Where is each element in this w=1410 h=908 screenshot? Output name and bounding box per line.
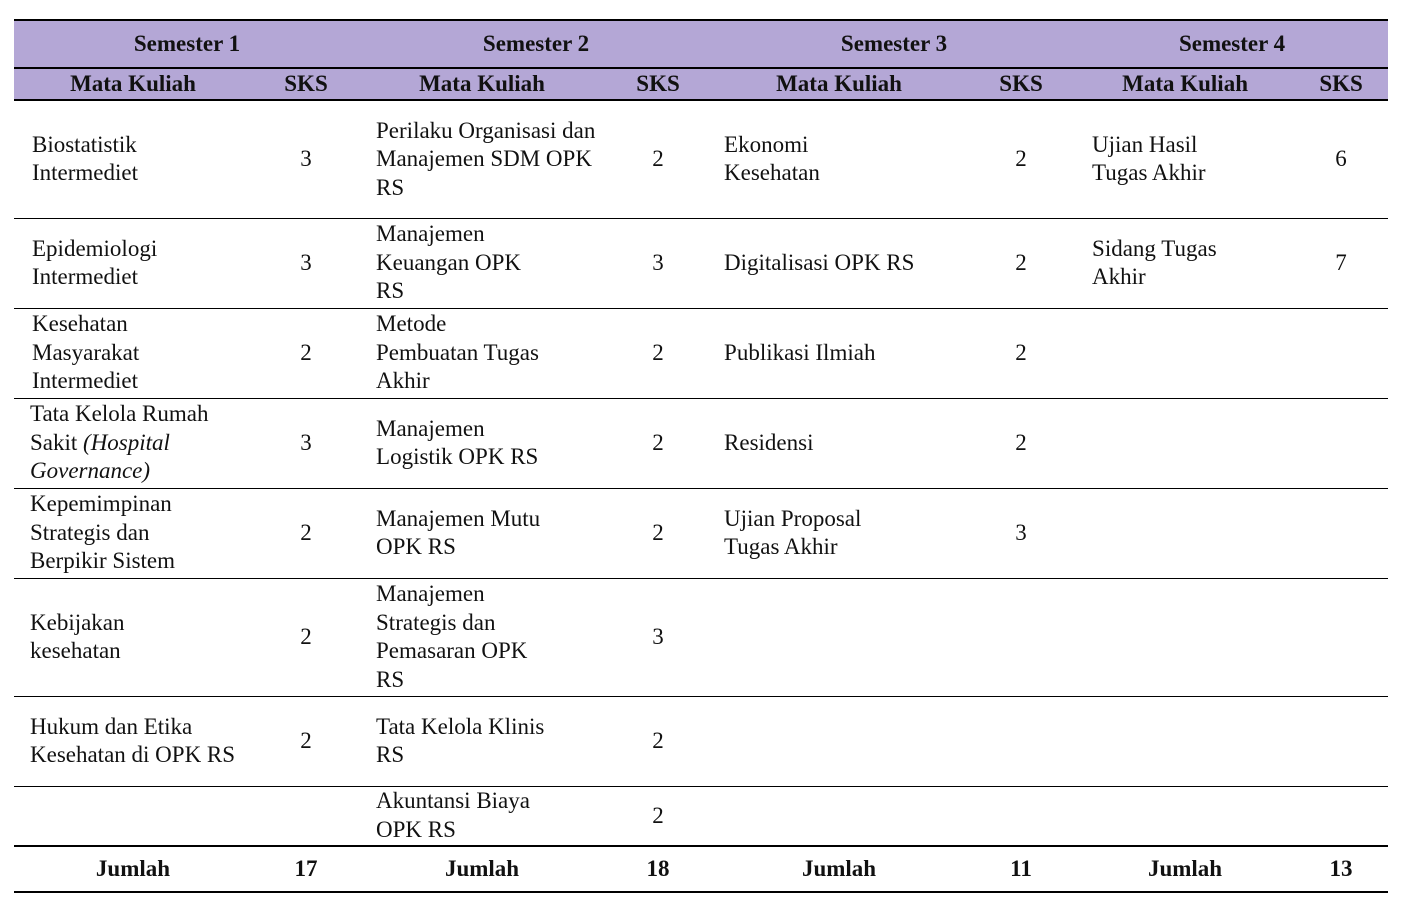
course-name — [712, 578, 966, 696]
course-sks: 2 — [966, 100, 1076, 218]
course-name — [1076, 308, 1294, 398]
course-name: Publikasi Ilmiah — [712, 308, 966, 398]
course-sks — [966, 786, 1076, 846]
course-sks: 3 — [252, 100, 360, 218]
total-label: Jumlah — [1076, 846, 1294, 892]
course-sks — [966, 578, 1076, 696]
course-name: Manajemen Keuangan OPK RS — [360, 218, 604, 308]
course-sks: 2 — [966, 308, 1076, 398]
course-sks — [1294, 308, 1388, 398]
course-name — [1076, 696, 1294, 786]
course-name: Tata Kelola Klinis RS — [360, 696, 604, 786]
course-name: Sidang Tugas Akhir — [1076, 218, 1294, 308]
course-name: Digitalisasi OPK RS — [712, 218, 966, 308]
course-sks: 2 — [252, 696, 360, 786]
column-header-row — [14, 68, 1388, 100]
course-name: Kesehatan Masyarakat Intermediet — [14, 308, 252, 398]
total-label: Jumlah — [360, 846, 604, 892]
semester-3-title: Semester 3 — [712, 20, 1076, 68]
course-name: Kebijakan kesehatan — [14, 578, 252, 696]
course-sks: 2 — [604, 488, 712, 578]
course-sks — [1294, 696, 1388, 786]
course-sks: 2 — [966, 218, 1076, 308]
col-sks-header: SKS — [604, 68, 712, 100]
course-name: Manajemen Logistik OPK RS — [360, 398, 604, 488]
col-sks-header: SKS — [966, 68, 1076, 100]
course-name — [1076, 398, 1294, 488]
table-row — [14, 398, 1388, 488]
course-sks: 3 — [604, 218, 712, 308]
course-name: Biostatistik Intermediet — [14, 100, 252, 218]
col-course-header: Mata Kuliah — [1076, 68, 1294, 100]
course-sks — [1294, 786, 1388, 846]
total-row — [14, 846, 1388, 892]
course-sks: 2 — [604, 308, 712, 398]
col-course-header: Mata Kuliah — [360, 68, 604, 100]
course-sks — [252, 786, 360, 846]
semester-4-title: Semester 4 — [1076, 20, 1388, 68]
total-value: 13 — [1294, 846, 1388, 892]
semester-1-title: Semester 1 — [14, 20, 360, 68]
course-sks — [1294, 398, 1388, 488]
course-name: Ekonomi Kesehatan — [712, 100, 966, 218]
table-row — [14, 696, 1388, 786]
semester-header-row — [14, 20, 1388, 68]
course-sks: 2 — [604, 696, 712, 786]
course-name — [712, 696, 966, 786]
course-name-text: Tata Kelola Rumah Sakit — [30, 401, 209, 455]
col-course-header: Mata Kuliah — [712, 68, 966, 100]
total-label: Jumlah — [14, 846, 252, 892]
course-name: Ujian Hasil Tugas Akhir — [1076, 100, 1294, 218]
course-sks: 2 — [252, 578, 360, 696]
course-name — [14, 786, 252, 846]
course-sks — [1294, 488, 1388, 578]
total-label: Jumlah — [712, 846, 966, 892]
course-sks: 7 — [1294, 218, 1388, 308]
course-sks: 2 — [604, 786, 712, 846]
total-value: 18 — [604, 846, 712, 892]
course-name: Manajemen Strategis dan Pemasaran OPK RS — [360, 578, 604, 696]
course-name: Hukum dan Etika Kesehatan di OPK RS — [14, 696, 252, 786]
course-sks: 6 — [1294, 100, 1388, 218]
course-name — [1076, 786, 1294, 846]
course-name: Manajemen Mutu OPK RS — [360, 488, 604, 578]
table-row — [14, 100, 1388, 218]
course-sks: 2 — [252, 308, 360, 398]
curriculum-table — [14, 19, 1388, 893]
course-name: Akuntansi Biaya OPK RS — [360, 786, 604, 846]
course-sks: 2 — [604, 100, 712, 218]
course-sks: 2 — [604, 398, 712, 488]
course-sks — [1294, 578, 1388, 696]
semester-2-title: Semester 2 — [360, 20, 712, 68]
table-row — [14, 786, 1388, 846]
course-name: Metode Pembuatan Tugas Akhir — [360, 308, 604, 398]
course-sks: 3 — [252, 398, 360, 488]
table-row — [14, 308, 1388, 398]
course-sks: 3 — [252, 218, 360, 308]
table-row — [14, 578, 1388, 696]
course-name — [1076, 578, 1294, 696]
total-value: 11 — [966, 846, 1076, 892]
course-sks: 2 — [966, 398, 1076, 488]
course-sks: 2 — [252, 488, 360, 578]
total-value: 17 — [252, 846, 360, 892]
course-name — [14, 398, 252, 488]
course-name-italic: (Hospital Governance) — [30, 429, 170, 484]
table-row — [14, 218, 1388, 308]
course-name: Epidemiologi Intermediet — [14, 218, 252, 308]
course-name: Residensi — [712, 398, 966, 488]
course-sks — [966, 696, 1076, 786]
col-course-header: Mata Kuliah — [14, 68, 252, 100]
course-sks: 3 — [604, 578, 712, 696]
col-sks-header: SKS — [1294, 68, 1388, 100]
course-name: Ujian Proposal Tugas Akhir — [712, 488, 966, 578]
col-sks-header: SKS — [252, 68, 360, 100]
course-name — [1076, 488, 1294, 578]
table-row — [14, 488, 1388, 578]
course-sks: 3 — [966, 488, 1076, 578]
course-name — [712, 786, 966, 846]
course-name: Perilaku Organisasi dan Manajemen SDM OPK RS — [360, 100, 604, 218]
course-name: Kepemimpinan Strategis dan Berpikir Sistem — [14, 488, 252, 578]
